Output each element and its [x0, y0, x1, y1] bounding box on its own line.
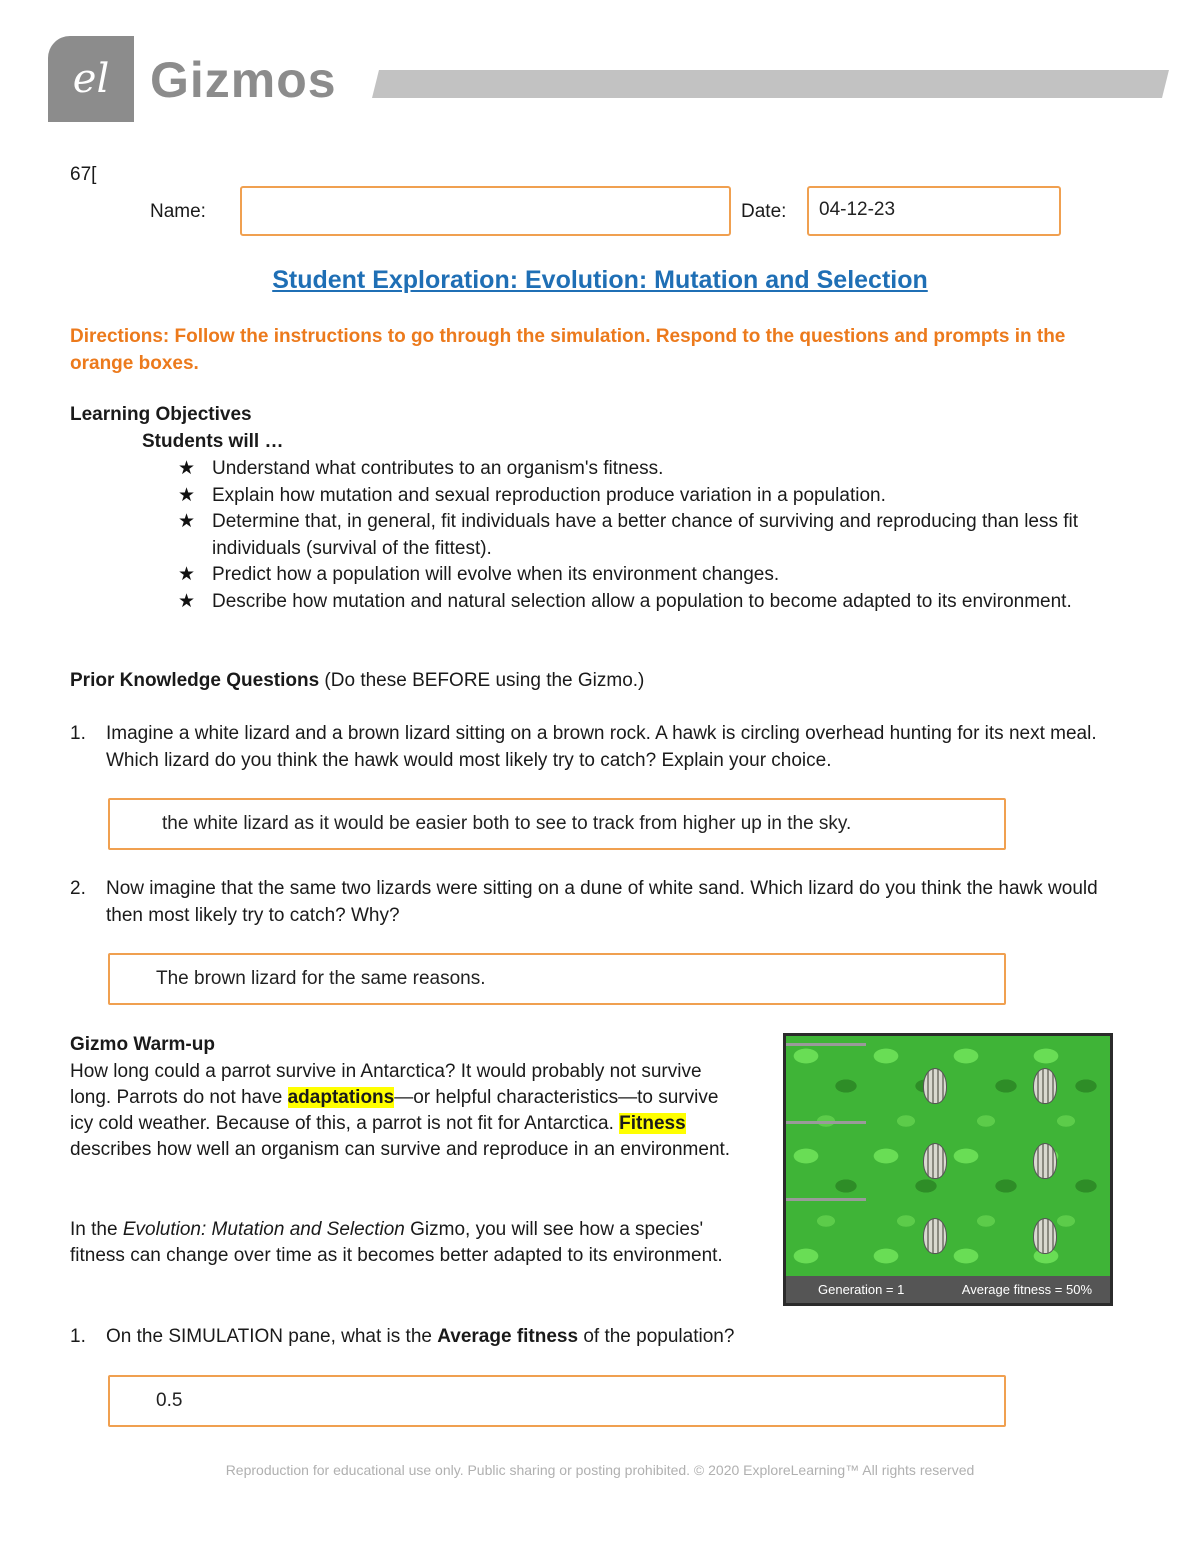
beetle-icon	[923, 1218, 947, 1254]
answer-box-3[interactable]: 0.5	[108, 1375, 1006, 1427]
name-label: Name:	[150, 201, 206, 222]
beetle-icon	[923, 1068, 947, 1104]
question-2: 2. Now imagine that the same two lizards were sitting on a dune of white sand. Which lizard do you think the hawk would then most likely try to catch? Why?	[70, 878, 1098, 926]
list-item: ★ Determine that, in general, fit individuals have a better chance of surviving and reproducing than less fit individuals (survival of the fittest).	[178, 511, 1079, 559]
warmup-paragraph-1: How long could a parrot survive in Antarctica? It would probably not survive long. Parrots do not have adaptations—or helpful characteristics—to survive icy cold weather. Because of this, a parrot is not fit for Antarctica. Fitness describes how well an organism can survive and reproduce in an environment.	[70, 1061, 731, 1160]
beetle-icon	[1033, 1218, 1057, 1254]
gizmos-brand: Gizmos	[150, 52, 337, 108]
date-field[interactable]: 04-12-23	[807, 186, 1061, 236]
shelf	[786, 1198, 866, 1201]
name-field[interactable]	[240, 186, 731, 236]
star-icon: ★	[178, 590, 196, 612]
star-icon: ★	[178, 511, 196, 532]
beetle-icon	[1033, 1068, 1057, 1104]
average-fitness-readout: Average fitness = 50%	[961, 1282, 1092, 1297]
objectives-list	[178, 456, 1138, 615]
header-bar	[372, 70, 1169, 98]
star-icon: ★	[178, 484, 196, 506]
simulation-status-bar	[786, 1276, 1110, 1303]
page-code: 67[	[70, 164, 97, 185]
warmup-heading: Gizmo Warm-up	[70, 1034, 215, 1055]
beetle-icon	[923, 1143, 947, 1179]
shelf	[786, 1121, 866, 1124]
shelf	[786, 1043, 866, 1046]
generation-readout: Generation = 1	[818, 1282, 905, 1297]
warmup-question-1: 1. On the SIMULATION pane, what is the Average fitness of the population?	[70, 1326, 735, 1347]
list-item: ★ Predict how a population will evolve when its environment changes.	[178, 562, 1138, 589]
list-item: ★ Explain how mutation and sexual reproduction produce variation in a population.	[178, 483, 1138, 510]
prior-knowledge-heading: Prior Knowledge Questions (Do these BEFORE using the Gizmo.)	[70, 670, 645, 691]
copyright-footer: Reproduction for educational use only. Public sharing or posting prohibited. © 2020 ExploreLearning™ All rights reserved	[225, 1462, 975, 1478]
star-icon: ★	[178, 564, 196, 585]
list-item: ★ Describe how mutation and natural selection allow a population to become adapted to its environment.	[178, 589, 1138, 616]
simulation-image	[783, 1033, 1113, 1306]
learning-objectives-heading: Learning Objectives	[70, 404, 252, 425]
star-icon: ★	[178, 458, 196, 479]
answer-box-2[interactable]: The brown lizard for the same reasons.	[108, 953, 1006, 1005]
warmup-paragraph-2: In the Evolution: Mutation and Selection Gizmo, you will see how a species' fitness can change over time as it becomes better adapted to its environment.	[70, 1219, 723, 1266]
leaf-background	[786, 1036, 1110, 1276]
date-label: Date:	[741, 201, 787, 222]
question-1: 1. Imagine a white lizard and a brown lizard sitting on a brown rock. A hawk is circling overhead hunting for its next meal. Which lizard do you think the hawk would most likely try to catch? Explain your choice.	[70, 723, 1097, 771]
page-title: Student Exploration: Evolution: Mutation and Selection	[272, 266, 928, 294]
explorelearning-logo: el	[48, 36, 134, 122]
answer-box-1[interactable]: the white lizard as it would be easier both to see to track from higher up in the sky.	[108, 798, 1006, 850]
directions-text: Directions: Follow the instructions to go through the simulation. Respond to the questions and prompts in the orange boxes.	[70, 326, 1066, 374]
beetle-icon	[1033, 1143, 1057, 1179]
list-item: ★ Understand what contributes to an organism's fitness.	[178, 456, 1138, 483]
learning-objectives-subheading: Students will …	[142, 431, 284, 452]
